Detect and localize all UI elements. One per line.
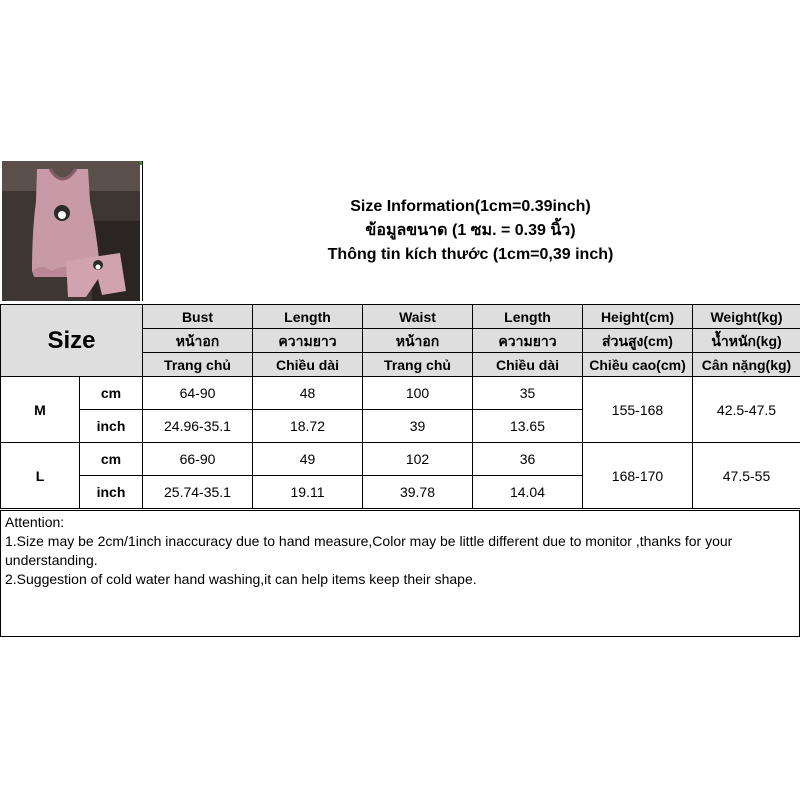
table-row (1, 377, 800, 410)
length2-value: 35 (473, 377, 583, 410)
unit-inch: inch (80, 410, 143, 443)
length-value: 48 (253, 377, 363, 410)
size-chart-sheet (0, 161, 800, 639)
unit-cm: cm (80, 377, 143, 410)
length-value: 49 (253, 443, 363, 476)
length2-value: 13.65 (473, 410, 583, 443)
attention-note-2: 2.Suggestion of cold water hand washing,it can help items keep their shape. (5, 571, 477, 587)
size-label-m: M (1, 377, 80, 443)
waist-value: 100 (363, 377, 473, 410)
col-bust-vi: Trang chủ (143, 353, 253, 377)
col-length-en: Length (253, 305, 363, 329)
header-title-vietnamese: Thông tin kích thước (1cm=0,39 inch) (327, 246, 614, 263)
bust-value: 64-90 (143, 377, 253, 410)
waist-value: 102 (363, 443, 473, 476)
height-value: 168-170 (583, 443, 693, 509)
header-title-english: Size Information(1cm=0.39inch) (350, 198, 591, 215)
size-table (0, 304, 800, 509)
col-length2-vi: Chiều dài (473, 353, 583, 377)
col-weight-vi: Cân nặng(kg) (693, 353, 800, 377)
col-length2-en: Length (473, 305, 583, 329)
col-length-vi: Chiều dài (253, 353, 363, 377)
product-photo (2, 161, 140, 301)
weight-value: 42.5-47.5 (693, 377, 800, 443)
table-header-row-english (1, 305, 800, 329)
col-height-en: Height(cm) (583, 305, 693, 329)
col-bust-en: Bust (143, 305, 253, 329)
header-title-thai: ข้อมูลขนาด (1 ซม. = 0.39 นิ้ว) (365, 222, 576, 239)
pajama-set-photo-icon (2, 161, 140, 301)
size-label-l: L (1, 443, 80, 509)
col-length-th: ความยาว (253, 329, 363, 353)
bust-value: 25.74-35.1 (143, 476, 253, 509)
unit-inch: inch (80, 476, 143, 509)
col-height-vi: Chiều cao(cm) (583, 353, 693, 377)
attention-notes (0, 510, 800, 637)
weight-value: 47.5-55 (693, 443, 800, 509)
col-bust-th: หน้าอก (143, 329, 253, 353)
length-value: 19.11 (253, 476, 363, 509)
bust-value: 24.96-35.1 (143, 410, 253, 443)
attention-note-1: 1.Size may be 2cm/1inch inaccuracy due to hand measure,Color may be little different due to monitor ,thanks for your understanding. (5, 533, 733, 568)
col-weight-en: Weight(kg) (693, 305, 800, 329)
waist-value: 39.78 (363, 476, 473, 509)
length2-value: 14.04 (473, 476, 583, 509)
height-value: 155-168 (583, 377, 693, 443)
col-weight-th: น้ำหนัก(kg) (693, 329, 800, 353)
col-length2-th: ความยาว (473, 329, 583, 353)
size-header: Size (1, 305, 143, 377)
length-value: 18.72 (253, 410, 363, 443)
attention-title: Attention: (5, 514, 65, 530)
waist-value: 39 (363, 410, 473, 443)
table-row (1, 443, 800, 476)
col-waist-en: Waist (363, 305, 473, 329)
length2-value: 36 (473, 443, 583, 476)
size-information-header (142, 161, 798, 301)
col-waist-th: หน้าอก (363, 329, 473, 353)
bust-value: 66-90 (143, 443, 253, 476)
col-height-th: ส่วนสูง(cm) (583, 329, 693, 353)
unit-cm: cm (80, 443, 143, 476)
col-waist-vi: Trang chủ (363, 353, 473, 377)
